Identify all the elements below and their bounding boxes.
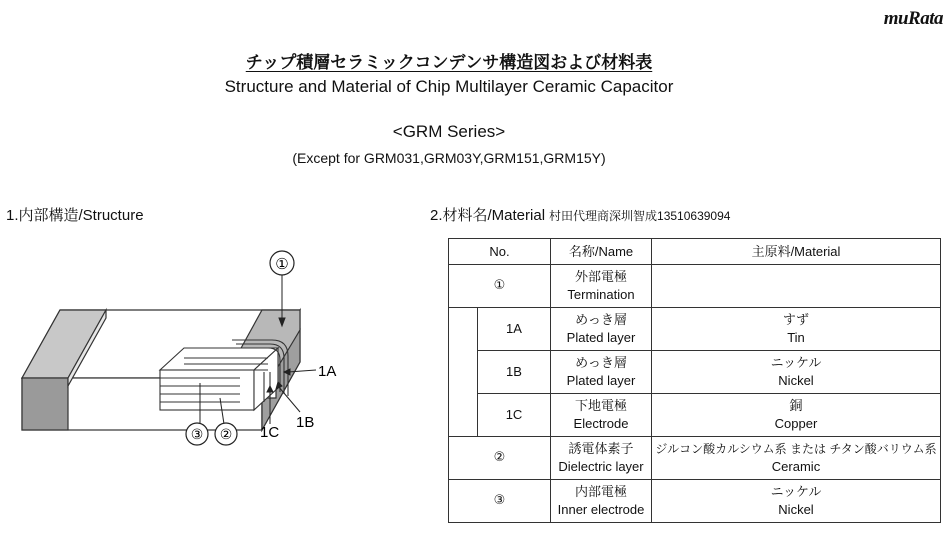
material-jp: ニッケル	[770, 355, 822, 370]
material-jp: 銅	[789, 398, 803, 413]
row-no: ①	[449, 265, 551, 308]
header-no: No.	[449, 239, 551, 265]
name-en: Plated layer	[566, 373, 636, 388]
material-en: Ceramic	[771, 459, 821, 474]
name-en: Dielectric layer	[558, 459, 644, 474]
row-name	[551, 265, 652, 308]
material-jp: すず	[782, 312, 810, 327]
name-en: Inner electrode	[557, 502, 645, 517]
title-japanese: チップ積層セラミックコンデンサ構造図および材料表	[245, 53, 653, 72]
name-jp: 下地電極	[574, 398, 627, 413]
table-header-row	[449, 239, 941, 265]
material-en: Tin	[787, 330, 805, 345]
title-english: Structure and Material of Chip Multilayer Ceramic Capacitor	[224, 77, 674, 96]
row-no: ③	[449, 480, 551, 523]
material-table	[448, 238, 941, 523]
label-1c: 1C	[260, 424, 280, 441]
name-en: Termination	[567, 287, 635, 302]
table-row	[449, 480, 941, 523]
name-en: Plated layer	[566, 330, 636, 345]
row-no: 1A	[478, 308, 551, 351]
label-3: ③	[190, 427, 204, 443]
row-name	[551, 437, 652, 480]
distributor-note: 村田代理商深圳智成13510639094	[549, 209, 731, 223]
row-material	[652, 351, 941, 394]
row-no: ②	[449, 437, 551, 480]
material-en: Nickel	[778, 373, 814, 388]
row-material	[652, 480, 941, 523]
name-jp: 外部電極	[574, 269, 627, 284]
material-en: Copper	[774, 416, 818, 431]
label-1: ①	[275, 255, 289, 273]
section-structure-title: 1.内部構造/Structure	[6, 207, 144, 224]
material-en: Nickel	[778, 502, 814, 517]
name-jp: 誘電体素子	[568, 441, 634, 456]
material-jp: ジルコン酸カルシウム系 または チタン酸バリウム系	[655, 442, 937, 456]
row-indent	[449, 308, 478, 437]
label-1a: 1A	[318, 363, 337, 380]
table-row	[449, 351, 941, 394]
series-name: <GRM Series>	[392, 122, 506, 141]
row-material	[652, 394, 941, 437]
name-jp: めっき層	[575, 312, 627, 327]
row-material	[652, 265, 941, 308]
row-no: 1B	[478, 351, 551, 394]
row-name	[551, 308, 652, 351]
table-row	[449, 394, 941, 437]
row-no: 1C	[478, 394, 551, 437]
section-material-label: 2.材料名/Material	[430, 207, 546, 224]
row-material	[652, 437, 941, 480]
header-material: 主原料/Material	[652, 239, 941, 265]
row-name	[551, 351, 652, 394]
name-en: Electrode	[573, 416, 629, 431]
name-jp: 内部電極	[574, 484, 627, 499]
label-1b: 1B	[296, 414, 315, 431]
row-material	[652, 308, 941, 351]
table-row	[449, 308, 941, 351]
material-jp: ニッケル	[770, 484, 822, 499]
row-name	[551, 394, 652, 437]
table-row	[449, 437, 941, 480]
section-material-title	[430, 204, 730, 225]
label-2: ②	[219, 427, 233, 443]
row-name	[551, 480, 652, 523]
header-name: 名称/Name	[551, 239, 652, 265]
name-jp: めっき層	[575, 355, 627, 370]
structure-diagram	[0, 230, 430, 460]
table-row	[449, 265, 941, 308]
series-exception: (Except for GRM031,GRM03Y,GRM151,GRM15Y)	[292, 150, 606, 166]
murata-logo: muRata	[883, 8, 943, 29]
